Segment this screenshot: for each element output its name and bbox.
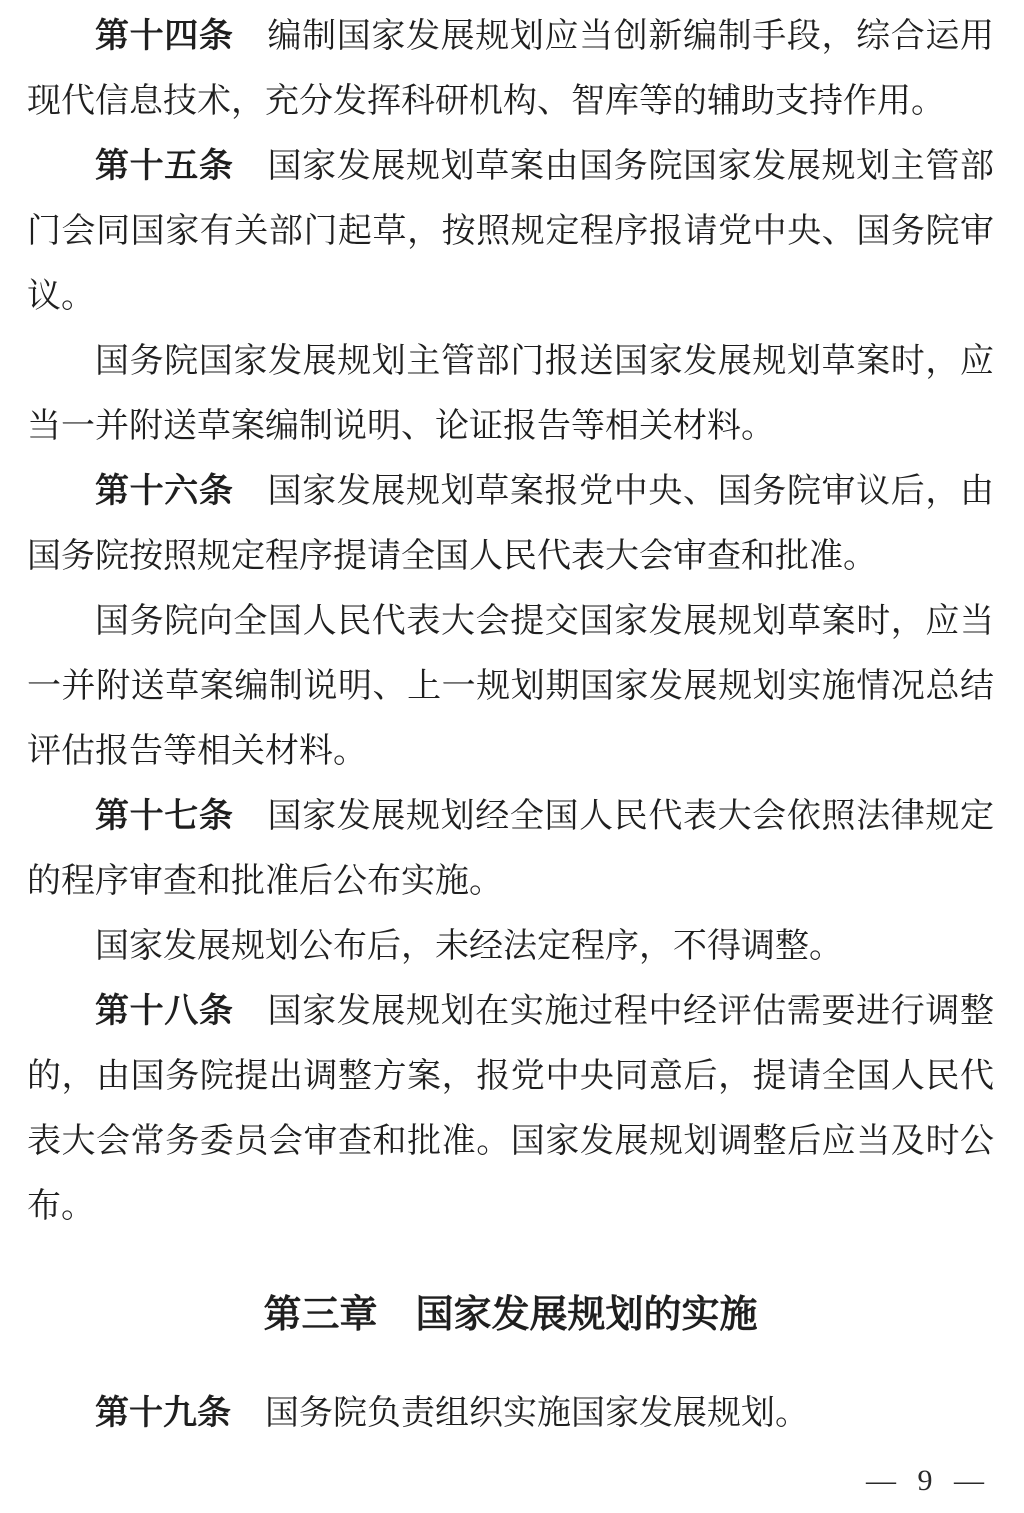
article-17-sub-paragraph <box>27 914 994 979</box>
article-text: 国务院向全国人民代表大会提交国家发展规划草案时，应当一并附送草案编制说明、上一规划期国家发展规划实施情况总结评估报告等相关材料。 <box>27 603 994 770</box>
article-15-sub-paragraph <box>27 329 994 459</box>
page-footer <box>27 1461 994 1501</box>
article-paragraph-19 <box>27 1381 994 1446</box>
article-text: 国家发展规划在实施过程中经评估需要进行调整的，由国务院提出调整方案，报党中央同意后，提请全国人民代表大会常务委员会审查和批准。国家发展规划调整后应当及时公布。 <box>27 993 994 1225</box>
article-number: 第十八条 <box>95 993 234 1030</box>
chapter-title: 国家发展规划的实施 <box>415 1294 758 1336</box>
article-16-sub-paragraph <box>27 589 994 784</box>
chapter-heading <box>27 1283 994 1348</box>
article-text: 国务院国家发展规划主管部门报送国家发展规划草案时，应当一并附送草案编制说明、论证报告等相关材料。 <box>27 343 994 445</box>
article-number: 第十五条 <box>95 148 234 185</box>
article-text: 国家发展规划经全国人民代表大会依照法律规定的程序审查和批准后公布实施。 <box>27 798 994 900</box>
article-number: 第十六条 <box>95 473 234 510</box>
article-text: 国务院负责组织实施国家发展规划。 <box>265 1395 809 1432</box>
article-paragraph-17 <box>27 784 994 914</box>
page-number: — 9 — <box>866 1464 984 1497</box>
article-text: 国家发展规划公布后，未经法定程序，不得调整。 <box>95 928 843 965</box>
article-number: 第十七条 <box>95 798 234 835</box>
article-paragraph-15 <box>27 134 994 329</box>
chapter-number: 第三章 <box>263 1294 378 1336</box>
article-text: 国家发展规划草案由国务院国家发展规划主管部门会同国家有关部门起草，按照规定程序报请党中央、国务院审议。 <box>27 148 994 315</box>
article-number: 第十九条 <box>95 1395 231 1432</box>
article-paragraph-14 <box>27 4 994 134</box>
article-text: 国家发展规划草案报党中央、国务院审议后，由国务院按照规定程序提请全国人民代表大会审查和批准。 <box>27 473 994 575</box>
article-text: 编制国家发展规划应当创新编制手段，综合运用现代信息技术，充分发挥科研机构、智库等的辅助支持作用。 <box>27 18 994 120</box>
article-number: 第十四条 <box>95 18 234 55</box>
article-paragraph-16 <box>27 459 994 589</box>
article-paragraph-18 <box>27 979 994 1239</box>
